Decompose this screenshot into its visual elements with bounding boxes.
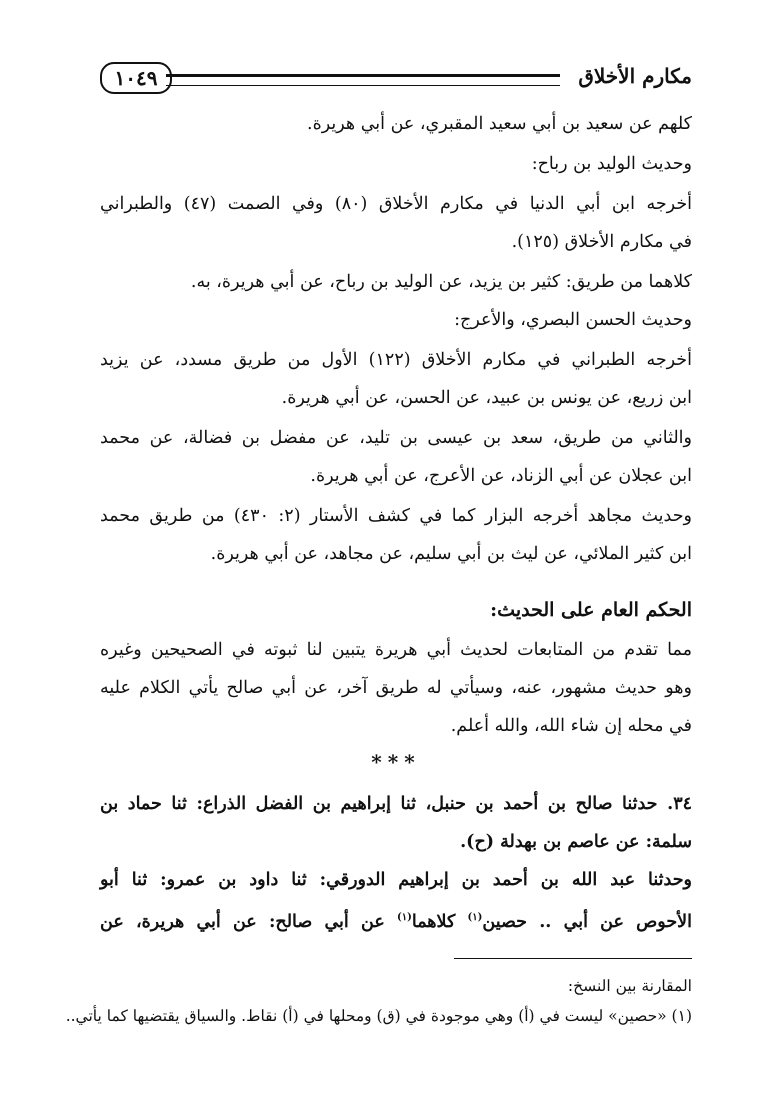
hadith-text: الأحوص عن أبي .. حصين bbox=[482, 911, 693, 932]
section-heading: الحكم العام على الحديث: bbox=[490, 599, 692, 621]
verdict-line: وهو حديث مشهور، عنه، وسيأتي له طريق آخر، عن أبي صالح يأتي الكلام عليه bbox=[100, 678, 692, 698]
body-line: كلاهما من طريق: كثير بن يزيد، عن الوليد بن رباح، عن أبي هريرة، به. bbox=[190, 272, 692, 292]
body-line: والثاني من طريق، سعد بن عيسى بن تليد، عن مفضل بن فضالة، عن محمد bbox=[100, 428, 692, 448]
body-line: ابن زريع، عن يونس بن عبيد، عن الحسن، عن أبي هريرة. bbox=[281, 388, 692, 408]
page-number: ١٠٤٩ bbox=[100, 62, 172, 94]
hadith-text: كلاهما bbox=[411, 911, 468, 932]
body-line: أخرجه ابن أبي الدنيا في مكارم الأخلاق (٨٠) وفي الصمت (٤٧) والطبراني bbox=[100, 194, 693, 214]
body-line: ابن عجلان عن أبي الزناد، عن الأعرج، عن أبي هريرة. bbox=[310, 466, 692, 486]
body-line: كلهم عن سعيد بن أبي سعيد المقبري، عن أبي هريرة. bbox=[307, 114, 692, 134]
hadith-line bbox=[100, 904, 692, 936]
verdict-line: مما تقدم من المتابعات لحديث أبي هريرة يتبين لنا ثبوته في الصحيحين وغيره bbox=[100, 640, 692, 660]
body-line: وحديث مجاهد أخرجه البزار كما في كشف الأستار (٢: ٤٣٠) من طريق محمد bbox=[100, 506, 693, 526]
body-line: أخرجه الطبراني في مكارم الأخلاق (١٢٢) الأول من طريق مسدد، عن يزيد bbox=[100, 350, 692, 370]
section-separator: *** bbox=[371, 750, 421, 774]
body-line: وحديث الحسن البصري، والأعرج: bbox=[454, 310, 692, 330]
hadith-line: ٣٤. حدثنا صالح بن أحمد بن حنبل، ثنا إبراهيم بن الفضل الذراع: ثنا حماد بن bbox=[100, 794, 692, 814]
hadith-line: وحدثنا عبد الله بن أحمد بن إبراهيم الدورقي: ثنا داود بن عمرو: ثنا أبو bbox=[100, 870, 692, 890]
footnote-title: المقارنة بين النسخ: bbox=[567, 977, 692, 995]
hadith-line: سلمة: عن عاصم بن بهدلة (ح). bbox=[460, 832, 692, 852]
footnote-ref: (١) bbox=[467, 912, 483, 923]
footnote-divider bbox=[454, 958, 692, 959]
footnote-ref: (١) bbox=[397, 912, 412, 923]
body-line: ابن كثير الملائي، عن ليث بن أبي سليم، عن مجاهد، عن أبي هريرة. bbox=[210, 544, 692, 564]
running-header bbox=[100, 62, 692, 96]
verdict-line: في محله إن شاء الله، والله أعلم. bbox=[450, 716, 692, 736]
header-title: مكارم الأخلاق bbox=[578, 64, 692, 88]
hadith-text: عن أبي صالح: عن أبي هريرة، عن bbox=[100, 911, 398, 932]
header-rule bbox=[166, 74, 560, 86]
footnote-text: (١) «حصين» ليست في (أ) وهي موجودة في (ق) ومحلها في (أ) نقاط. والسياق يقتضيها كما يأتي.. bbox=[65, 1007, 692, 1025]
body-line: وحديث الوليد بن رباح: bbox=[531, 154, 692, 174]
body-line: في مكارم الأخلاق (١٢٥). bbox=[511, 232, 692, 252]
